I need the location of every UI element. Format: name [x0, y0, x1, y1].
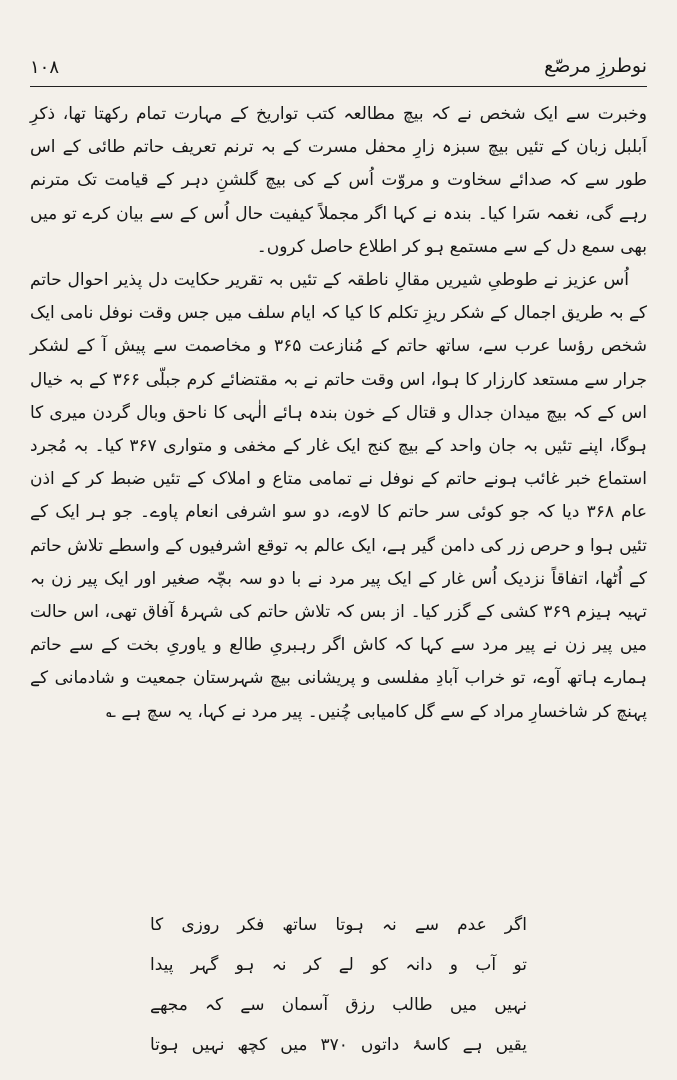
body-text	[30, 98, 647, 729]
header-rule	[30, 86, 647, 87]
verse-line-2: تو آب و دانہ کو لے کر نہ ہو گہر پیدا	[150, 955, 527, 975]
poem-verses	[150, 905, 527, 1065]
paragraph-2: اُس عزیز نے طوطیِ شیریں مقالِ ناطقہ کے تئیں بہ تقریر حکایت دل پذیر احوال حاتم کے بہ طریق اجمال کے شکر ریزِ تکلم کا کیا کہ ایام سلف میں جس وقت نوفل نامی ایک شخص رؤسا عرب سے، ساتھ حاتم کے مُنازعت ۳۶۵ و مخاصمت سے پیش آ کے لشکر جرار سے مستعد کارزار کا ہوا، اس وقت حاتم نے بہ مقتضائے کرم جبلّی ۳۶۶ کے بہ خیال اس کے کہ بیچ میدان جدال و قتال کے خون بندہ ہائے الٰہی کا ناحق وبال گردن میری کا ہوگا، اپنے تئیں بہ جان واحد کے بیچ کنج ایک غار کے مخفی و متواری ۳۶۷ کیا۔ بہ مُجرد استماع خبر غائب ہونے حاتم کے نوفل نے تمامی متاع و املاک کے تئیں ضبط کر کے اذن عام ۳۶۸ دیا کہ جو کوئی سر حاتم کا لاوے، دو سو اشرفی انعام پاوے۔ جو ہر ایک کے تئیں ہوا و حرص زر کی دامن گیر ہے، ایک عالم بہ توقع اشرفیوں کے واسطے تلاش حاتم کے اُٹھا، اتفاقاً نزدیک اُس غار کے ایک پیر مرد نے با دو سہ بچّہ صغیر اور ایک پیر زن بہ تہیہ ہیزم ۳۶۹ کشی کے گزر کیا۔ از بس کہ تلاش حاتم کی شہرۂ آفاق تھی، اس حالت میں پیر زن نے پیر مرد سے کہا کہ کاش اگر رہبریِ طالع و یاوریِ بخت کے سے حاتم ہمارے ہاتھ آوے، تو خراب آبادِ مفلسی و پریشانی بیچ شہرستان جمعیت و شادمانی کے پہنچ کر شاخسارِ مراد کے سے گل کامیابی چُنیں۔ پیر مرد نے کہا، یہ سچ ہے ؎	[30, 270, 647, 722]
verse-line-1: اگر عدم سے نہ ہوتا ساتھ فکر روزی کا	[150, 915, 527, 935]
running-title: نوطرزِ مرصّع	[544, 55, 647, 77]
verse-line-3: نہیں میں طالب رزق آسمان سے کہ مجھے	[150, 995, 527, 1015]
paragraph-1: وخبرت سے ایک شخص نے کہ بیچ مطالعہ کتب تواریخ کے مہارت تمام رکھتا تھا، ذکرِ اَبلبل زبان کے تئیں بیچ سبزہ زارِ محفل مسرت کے بہ ترنم تعریف حاتم طائی کے اس طور سے کہ صدائے سخاوت و مروّت اُس کے کی بیچ گلشنِ دہر کے قیامت تک مترنم رہے گی، نغمہ سَرا کیا۔ بندہ نے کہا اگر مجملاً کیفیت حال اُس کے سے بیان کرے تو میں بھی سمع دل کے سے مستمع ہو کر اطلاع حاصل کروں۔	[30, 104, 647, 257]
page-number: ۱۰۸	[30, 57, 60, 78]
page-header	[30, 55, 647, 87]
verse-line-4: یقیں ہے کاسۂ داتوں ۳۷۰ میں کچھ نہیں ہوتا	[150, 1035, 527, 1055]
